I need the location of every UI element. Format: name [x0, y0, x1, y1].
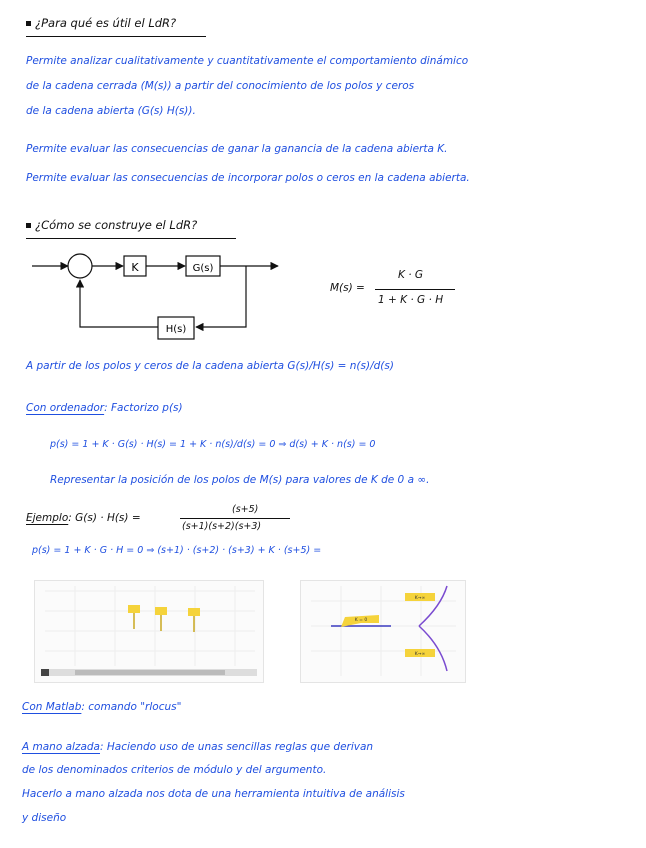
para-analysis-line2: de la cadena cerrada (M(s)) a partir del conocimiento de los polos y ceros — [26, 80, 415, 92]
svg-text:K = 0: K = 0 — [354, 618, 368, 623]
heading-text: ¿Para qué es útil el LdR? — [35, 16, 177, 30]
block-k-label: K — [131, 261, 139, 274]
matlab-text: : comando "rlocus" — [81, 701, 182, 713]
svg-text:K→∞: K→∞ — [414, 596, 426, 601]
characteristic-equation: p(s) = 1 + K · G(s) · H(s) = 1 + K · n(s)/d(s) = 0 ⇒ d(s) + K · n(s) = 0 — [50, 439, 376, 450]
gain-flag-1 — [128, 605, 140, 629]
lower-branch — [419, 626, 447, 671]
para-analysis-line3: de la cadena abierta (G(s) H(s)). — [26, 105, 196, 117]
plot-2-canvas — [301, 581, 465, 682]
ordenador-label: Con ordenador — [26, 402, 105, 414]
bullet-icon — [26, 223, 31, 228]
rlocus-plot-thumbnail-2 — [300, 580, 466, 683]
matlab-line — [22, 701, 181, 713]
summing-junction — [68, 254, 92, 278]
mano-line2: de los denominados criterios de módulo y del argumento. — [22, 764, 327, 776]
representar-line: Representar la posición de los polos de M(s) para valores de K de 0 a ∞. — [50, 474, 430, 486]
para-gain: Permite evaluar las consecuencias de ganar la ganancia de la cadena abierta K. — [26, 143, 448, 155]
gain-flag-2 — [155, 607, 167, 631]
section-heading-construction — [26, 218, 197, 232]
rlocus-plot-thumbnail-1 — [34, 580, 264, 683]
ordenador-text: : Factorizo p(s) — [104, 402, 183, 414]
ejemplo-denominator: (s+1)(s+2)(s+3) — [182, 521, 262, 532]
mano-line3: Hacerlo a mano alzada nos dota de una herramienta intuitiva de análisis — [22, 788, 405, 800]
ejemplo-numerator: (s+5) — [232, 504, 259, 515]
play-icon — [41, 669, 49, 676]
gain-flag-3 — [188, 608, 200, 632]
intro-open-loop: A partir de los polos y ceros de la cadena abierta G(s)/H(s) = n(s)/d(s) — [26, 360, 394, 372]
callout-bottom — [405, 649, 435, 657]
callout-left — [341, 615, 379, 627]
upper-branch — [419, 586, 447, 626]
ejemplo-label: Ejemplo — [26, 512, 69, 524]
para-analysis-line1: Permite analizar cualitativamente y cuantitativamente el comportamiento dinámico — [26, 55, 469, 67]
ejemplo-fraction-bar — [180, 518, 290, 519]
svg-text:K→∞: K→∞ — [414, 652, 426, 657]
mano-label: A mano alzada — [22, 741, 100, 753]
heading-text: ¿Cómo se construye el LdR? — [35, 218, 198, 232]
ejemplo-equation: p(s) = 1 + K · G · H = 0 ⇒ (s+1) · (s+2) · (s+3) + K · (s+5) = — [32, 545, 322, 556]
m-denominator: 1 + K · G · H — [378, 294, 444, 306]
block-g-label: G(s) — [192, 263, 214, 274]
mano-line4: y diseño — [22, 812, 67, 824]
block-diagram — [20, 244, 300, 344]
mano-text-1: : Haciendo uso de unas sencillas reglas que derivan — [100, 741, 374, 753]
plot-1-canvas — [35, 581, 263, 682]
m-fraction-bar — [375, 289, 455, 290]
block-h-label: H(s) — [165, 324, 187, 335]
heading-underline — [26, 238, 236, 239]
m-lhs: M(s) = — [330, 282, 365, 294]
ordenador-line — [26, 402, 183, 414]
callout-top — [405, 593, 435, 601]
ejemplo-lhs: : G(s) · H(s) = — [68, 512, 141, 524]
bullet-icon — [26, 21, 31, 26]
mano-line1 — [22, 741, 373, 753]
section-heading-utility — [26, 16, 176, 30]
ejemplo-line — [26, 512, 141, 524]
para-poles-zeros: Permite evaluar las consecuencias de incorporar polos o ceros en la cadena abierta. — [26, 172, 470, 184]
heading-underline — [26, 36, 206, 37]
matlab-label: Con Matlab — [22, 701, 82, 713]
m-numerator: K · G — [398, 269, 424, 281]
